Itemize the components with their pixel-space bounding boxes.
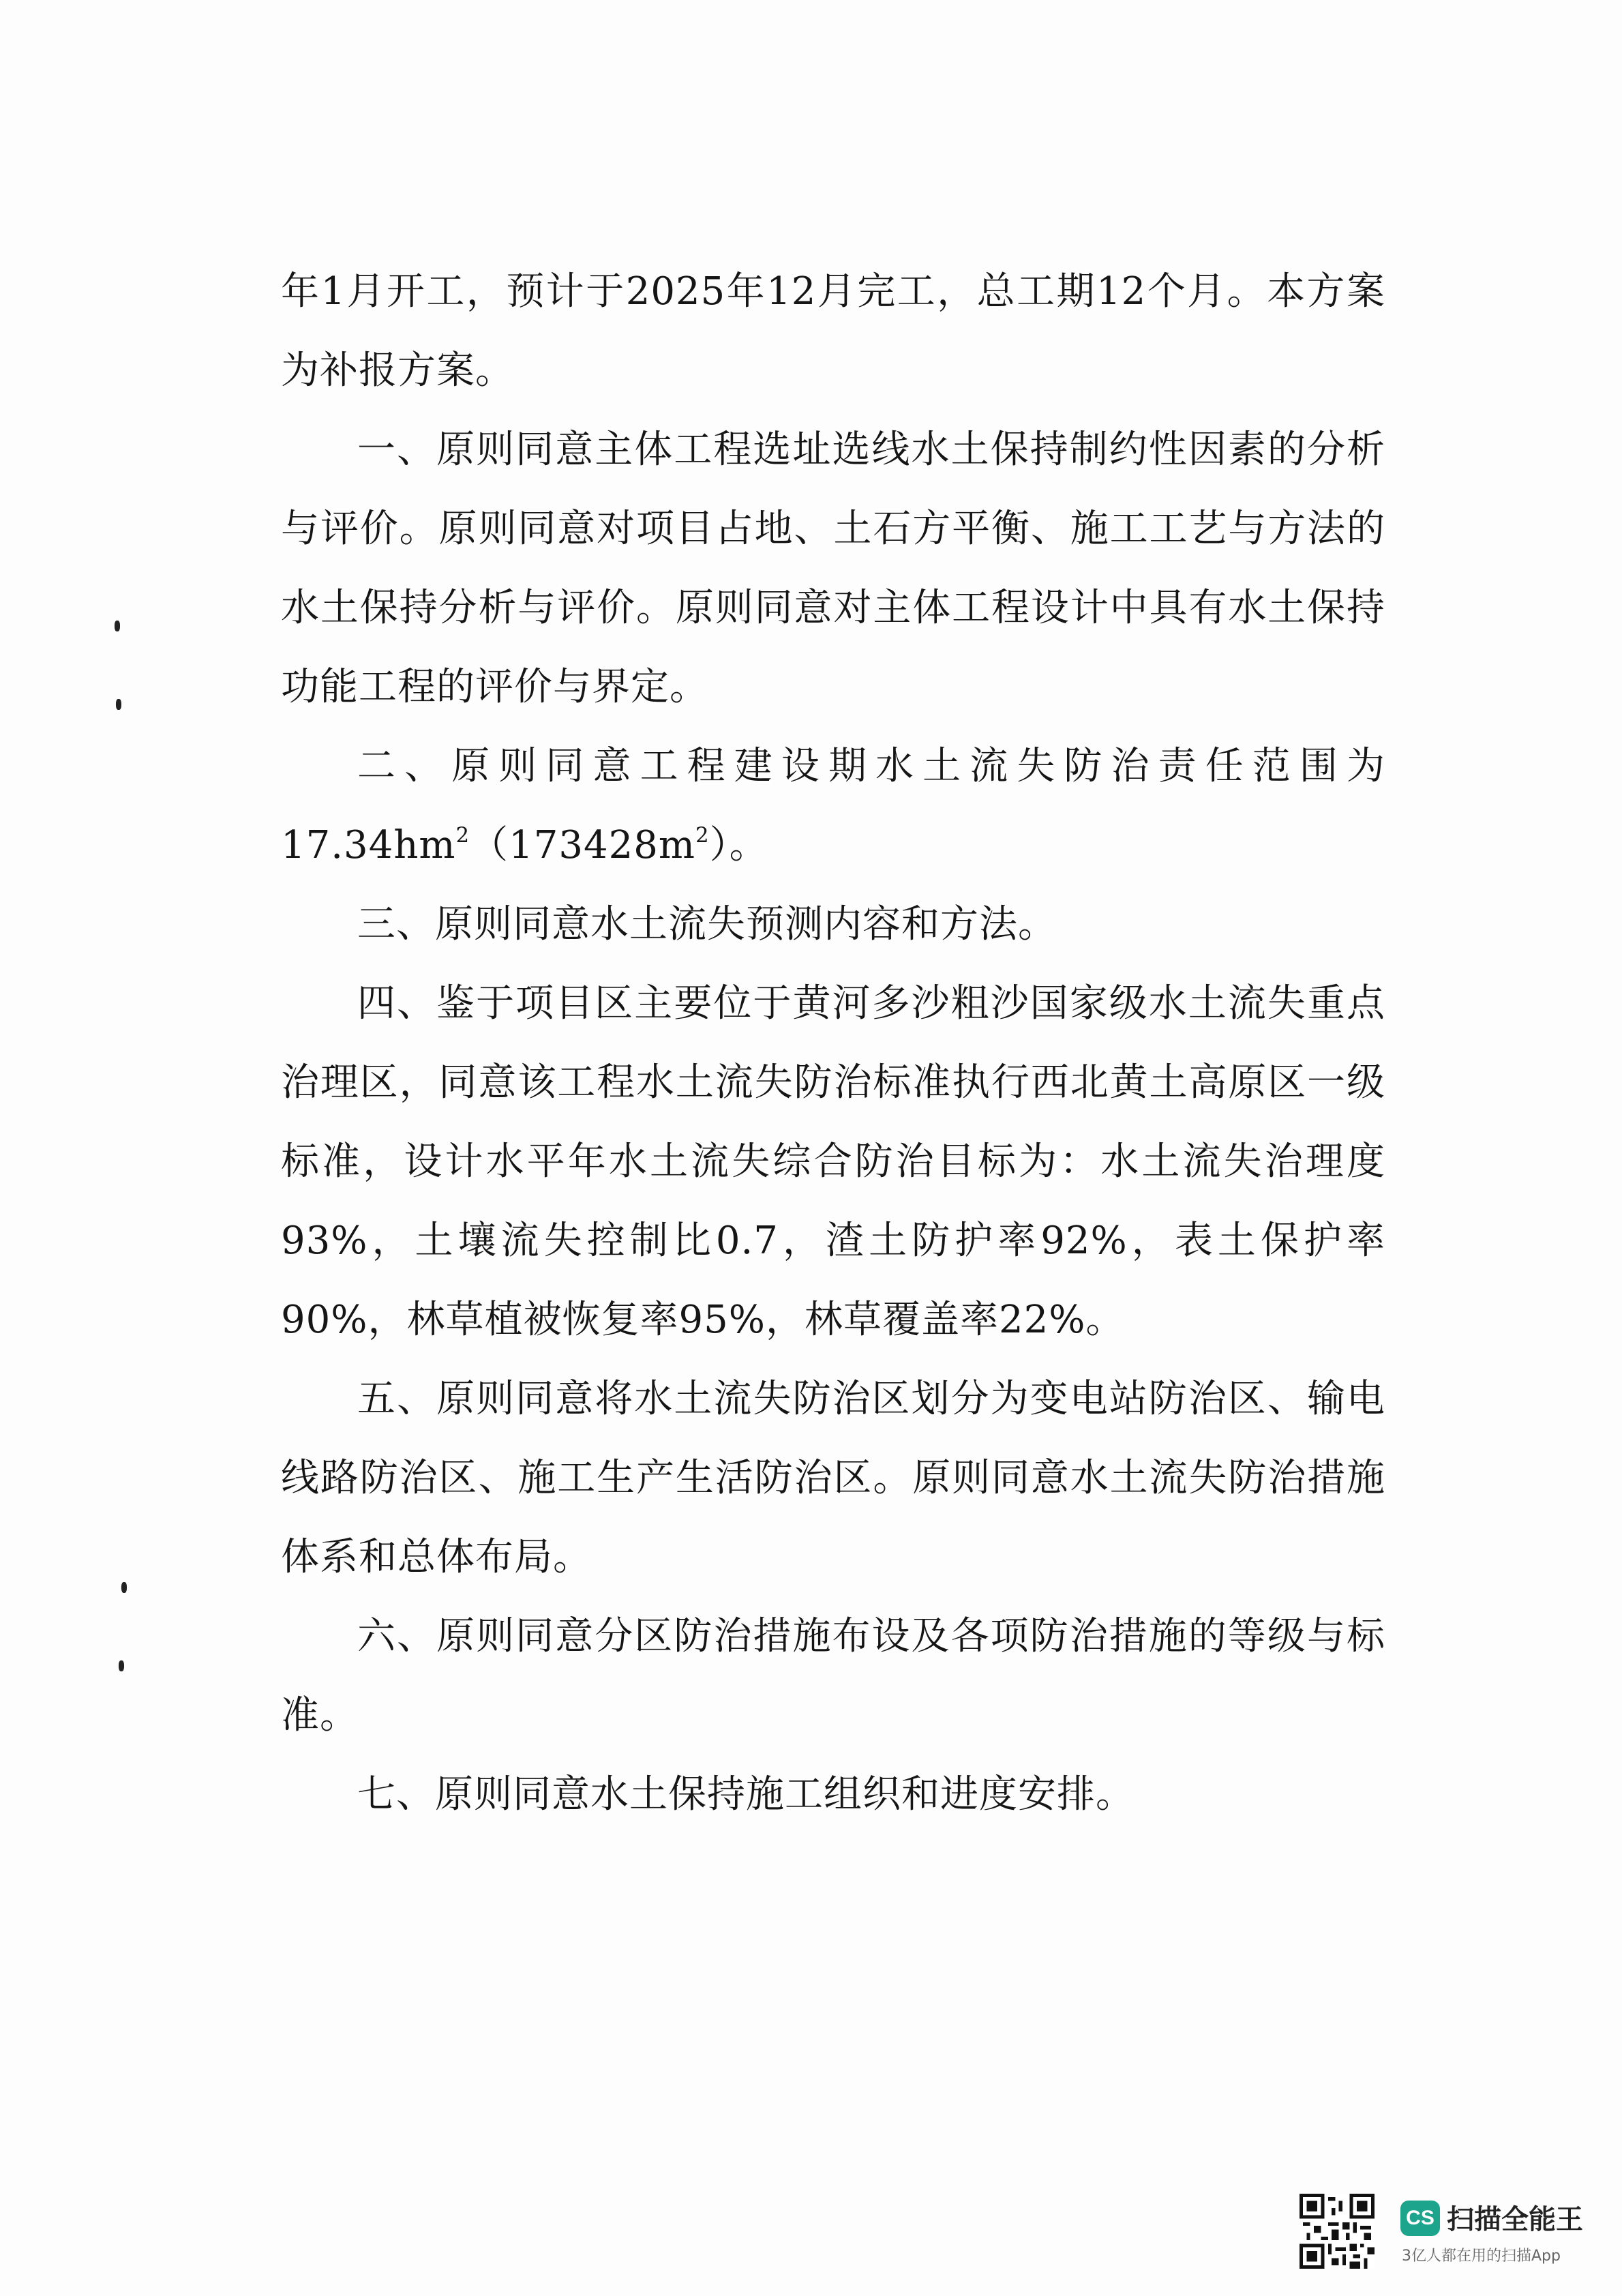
document-body: [281, 252, 1385, 1834]
paragraph-item-2-text-b: （173428m: [470, 823, 695, 867]
scan-edge-mark: [119, 1660, 124, 1671]
brand-slogan: 3亿人都在用的扫描App: [1402, 2248, 1561, 2265]
paragraph-item-3: 三、原则同意水土流失预测内容和方法。: [357, 902, 1057, 946]
paragraph-item-2: [281, 727, 1385, 885]
superscript-2: 2: [695, 822, 710, 848]
scan-edge-mark: [116, 699, 121, 710]
paragraph-item-5: 五、原则同意将水土流失防治区划分为变电站防治区、输电线路防治区、施工生产生活防治区。原则同意水土流失防治措施体系和总体布局。: [281, 1377, 1385, 1579]
superscript-2: 2: [455, 822, 470, 848]
paragraph-item-7: 七、原则同意水土保持施工组织和进度安排。: [357, 1772, 1135, 1817]
scanner-watermark: [1300, 2194, 1600, 2269]
qr-code-icon: [1300, 2194, 1375, 2269]
paragraph-item-4: 四、鉴于项目区主要位于黄河多沙粗沙国家级水土流失重点治理区，同意该工程水土流失防治标准执行西北黄土高原区一级标准，设计水平年水土流失综合防治目标为：水土流失治理度93%，土壤流失控制比0.7，渣土防护率92%，表土保护率90%，林草植被恢复率95%，林草覆盖率22%。: [281, 981, 1385, 1342]
camscanner-logo: CS: [1400, 2201, 1440, 2236]
scan-edge-mark: [121, 1582, 127, 1593]
paragraph-item-1: 一、原则同意主体工程选址选线水土保持制约性因素的分析与评价。原则同意对项目占地、土石方平衡、施工工艺与方法的水土保持分析与评价。原则同意对主体工程设计中具有水土保持功能工程的评价与界定。: [281, 428, 1385, 709]
paragraph-item-2-text-c: ）。: [709, 823, 768, 867]
paragraph-item-2-text-a: 二、原则同意工程建设期水土流失防治责任范围为17.34hm: [281, 744, 1385, 867]
scan-edge-mark: [115, 621, 120, 631]
paragraph-item-6: 六、原则同意分区防治措施布设及各项防治措施的等级与标准。: [281, 1614, 1385, 1738]
brand-name: 扫描全能王: [1447, 2204, 1583, 2235]
paragraph-continuation: 年1月开工，预计于2025年12月完工，总工期12个月。本方案为补报方案。: [281, 269, 1385, 393]
